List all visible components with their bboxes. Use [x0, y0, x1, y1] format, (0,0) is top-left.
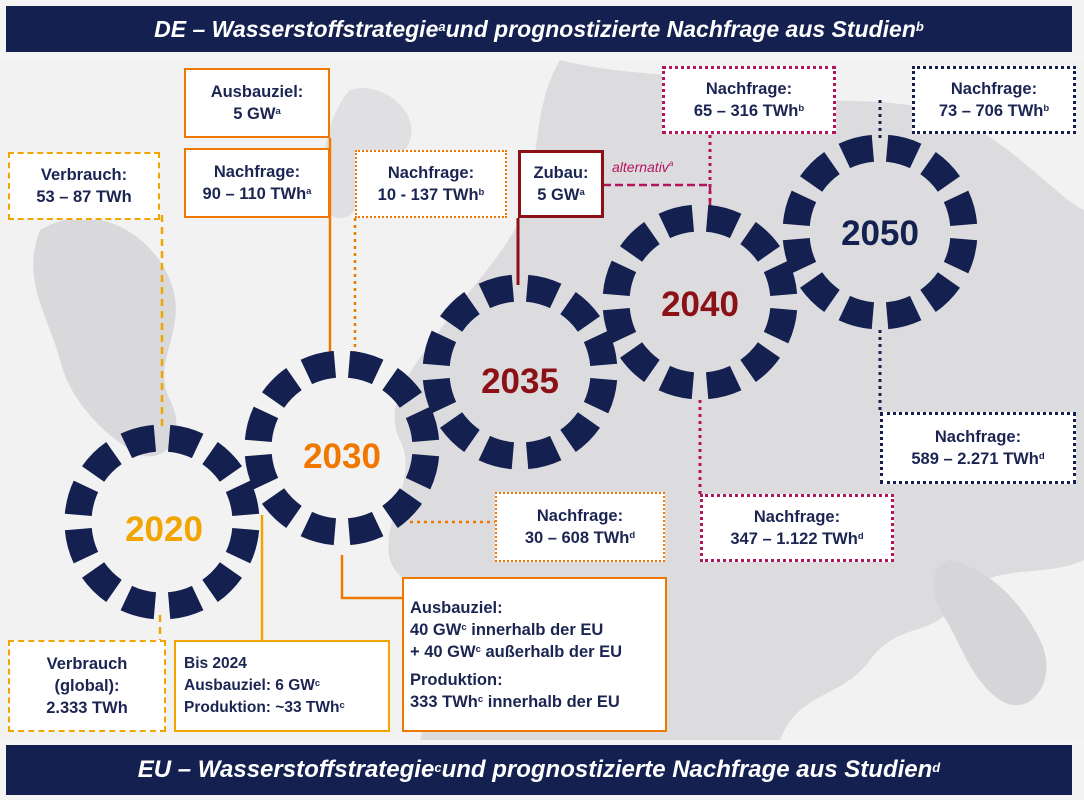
- ring-2050-segment: [887, 148, 916, 156]
- year-2030: 2030: [303, 437, 381, 476]
- ring-2020-segment: [93, 570, 114, 591]
- de-verbrauch-2020-box: Verbrauch: 53 – 87 TWh: [8, 152, 160, 220]
- ring-2030-segment: [349, 364, 378, 372]
- ring-2035-segment: [436, 336, 444, 365]
- de-ausbauziel-2030-box: Ausbauziel: 5 $GW^a$: [184, 68, 330, 138]
- ring-2040-segment: [631, 350, 652, 371]
- ring-2040-segment: [616, 266, 624, 295]
- ring-2040-segment: [748, 350, 769, 371]
- ring-2030-segment: [273, 496, 294, 517]
- ring-2050-segment: [956, 196, 964, 225]
- ring-2020-segment: [126, 438, 155, 446]
- eu-nachfrage-2050-box: Nachfrage: 589 – 2.271 TWh$^d$: [880, 412, 1076, 484]
- footer-title-sup-d: d: [932, 759, 941, 775]
- ring-2050-segment: [956, 239, 964, 268]
- ring-2020-segment: [210, 453, 231, 474]
- eu-ausbauziel-2030-box: Ausbauziel: 40 $GW^c$ innerhalb der EU + 40 $GW^c$ außerhalb der EU Produktion: 333 TWh$^c$ innerhalb der EU: [402, 577, 667, 732]
- ring-2030-segment: [258, 412, 266, 441]
- de-nachfrage-2035-box: Nachfrage: 10 - 137 TWh$^b$: [355, 150, 507, 218]
- de-nachfrage-2050-box: Nachfrage: 73 – 706 TWh$^b$: [912, 66, 1076, 134]
- ring-2040-segment: [776, 309, 784, 338]
- footer-banner: [6, 745, 1072, 795]
- ring-2035-segment: [527, 448, 556, 456]
- ring-2020-segment: [210, 570, 231, 591]
- year-2035: 2035: [481, 362, 559, 401]
- ring-2035-segment: [484, 448, 513, 456]
- ring-2050-segment: [844, 148, 873, 156]
- footer-title-rest: und prognostizierte Nachfrage aus Studien: [441, 756, 933, 783]
- ring-2035-segment: [436, 379, 444, 408]
- ring-2035-segment: [568, 303, 589, 324]
- ring-2035-segment: [568, 420, 589, 441]
- ring-2030-segment: [390, 496, 411, 517]
- year-2020: 2020: [125, 510, 203, 549]
- eu-nachfrage-2030-box: Nachfrage: 30 – 608 TWh$^d$: [495, 492, 665, 562]
- de-zubau-2035-box: Zubau: 5 $GW^a$: [518, 150, 604, 218]
- ring-2020-segment: [78, 529, 86, 558]
- ring-2040-segment: [631, 233, 652, 254]
- ring-2040-segment: [616, 309, 624, 338]
- de-nachfrage-2030-box: Nachfrage: 90 – 110 TWh$^a$: [184, 148, 330, 218]
- ring-2030-segment: [306, 364, 335, 372]
- ring-2030-segment: [390, 379, 411, 400]
- ring-2050-segment: [844, 308, 873, 316]
- ring-2020-segment: [238, 486, 246, 515]
- ring-2035-segment: [527, 288, 556, 296]
- ring-2020-segment: [169, 598, 198, 606]
- ring-2050-segment: [887, 308, 916, 316]
- ring-2040-segment: [707, 378, 736, 386]
- ring-2050-segment: [796, 196, 804, 225]
- header-title-rest: und prognostizierte Nachfrage aus Studien: [445, 15, 916, 42]
- ring-2020-segment: [126, 598, 155, 606]
- ring-2035-segment: [451, 303, 472, 324]
- ring-2030-segment: [418, 412, 426, 441]
- year-2050: 2050: [841, 214, 919, 253]
- ring-2030-segment: [273, 379, 294, 400]
- ring-2035-segment: [484, 288, 513, 296]
- ring-2020-segment: [78, 486, 86, 515]
- ring-2030-segment: [306, 524, 335, 532]
- eu-bis-2024-box: Bis 2024 Ausbauziel: 6 $GW^c$ Produktion: ~33 TWh$^c$: [174, 640, 390, 732]
- ring-2020-segment: [169, 438, 198, 446]
- ring-2035-segment: [596, 379, 604, 408]
- ring-2040-segment: [776, 266, 784, 295]
- ring-2035-segment: [451, 420, 472, 441]
- ring-2050-segment: [811, 280, 832, 301]
- ring-2050-segment: [928, 163, 949, 184]
- de-nachfrage-2040-box: Nachfrage: 65 – 316 TWh$^b$: [662, 66, 836, 134]
- ring-2035-segment: [596, 336, 604, 365]
- ring-2030-segment: [349, 524, 378, 532]
- ring-2040-segment: [664, 378, 693, 386]
- ring-2050-segment: [928, 280, 949, 301]
- ring-2040-segment: [707, 218, 736, 226]
- connector-alternativ: [603, 185, 710, 208]
- ring-2030-segment: [418, 455, 426, 484]
- ring-2040-segment: [664, 218, 693, 226]
- ring-2030-segment: [258, 455, 266, 484]
- header-title-sup-a: a: [438, 18, 446, 34]
- ring-2050-segment: [811, 163, 832, 184]
- header-title-main: DE – Wasserstoffstrategie: [154, 15, 439, 42]
- connector-2030-bottom: [342, 555, 402, 598]
- ring-2020-segment: [238, 529, 246, 558]
- ring-2040-segment: [748, 233, 769, 254]
- eu-nachfrage-2040-box: Nachfrage: 347 – 1.122 TWh$^d$: [700, 494, 894, 562]
- header-title-sup-b: b: [915, 18, 924, 34]
- year-2040: 2040: [661, 285, 739, 324]
- ring-2020-segment: [93, 453, 114, 474]
- ring-2050-segment: [796, 239, 804, 268]
- footer-title-sup-c: c: [434, 759, 442, 775]
- footer-title-main: EU – Wasserstoffstrategie: [137, 756, 435, 783]
- alternative-label: alternativ$^a$: [612, 159, 674, 175]
- eu-verbrauch-global-box: Verbrauch (global): 2.333 TWh: [8, 640, 166, 732]
